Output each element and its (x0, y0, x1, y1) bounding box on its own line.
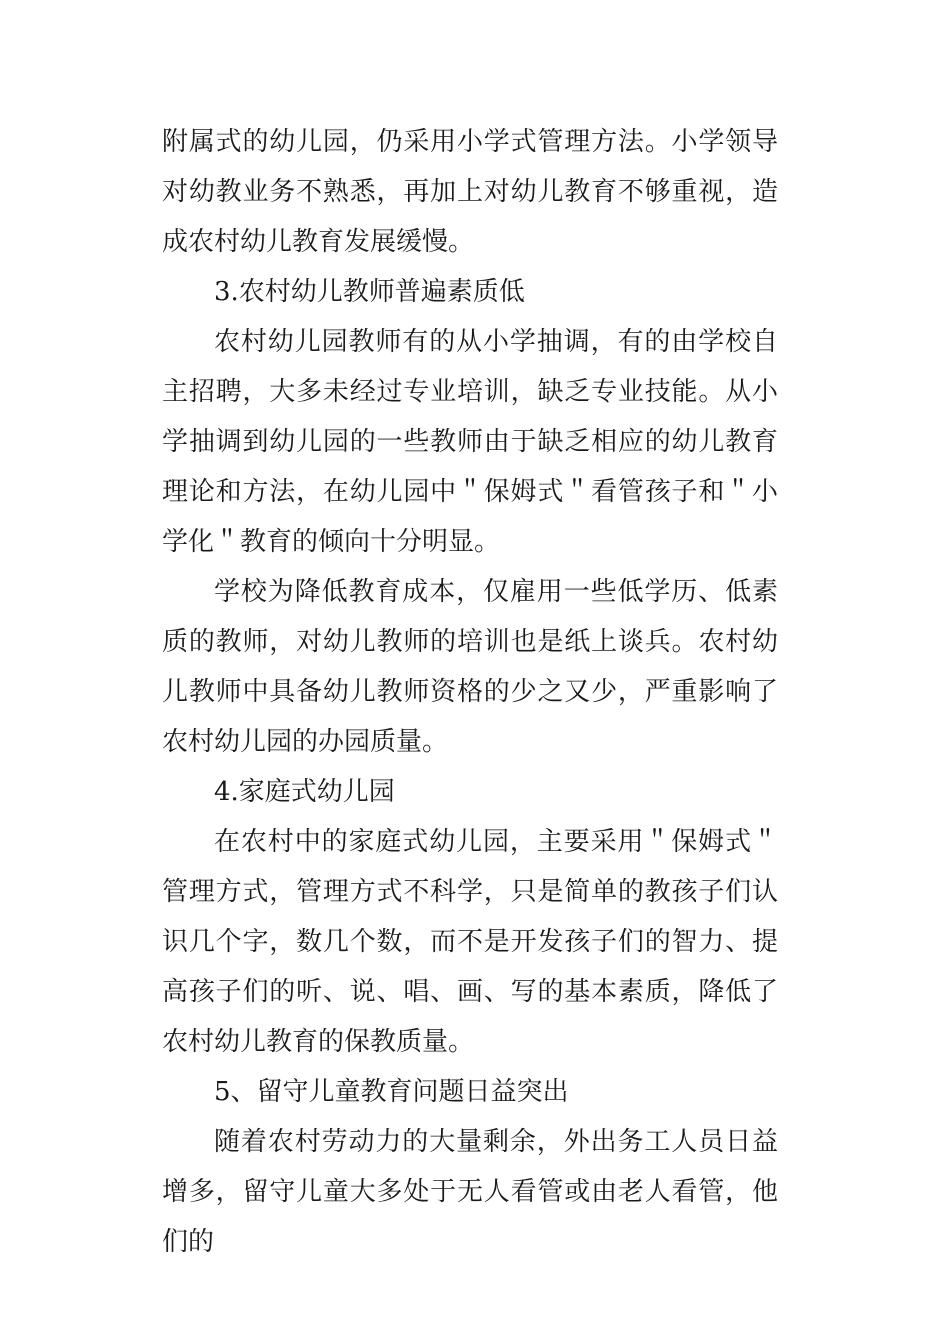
paragraph-continuation: 附属式的幼儿园，仍采用小学式管理方法。小学领导对幼教业务不熟悉，再加上对幼儿教育不够重视，造成农村幼儿教育发展缓慢。 (162, 127, 778, 257)
document-page (162, 117, 778, 1267)
section-heading-5: 5、留守儿童教育问题日益突出 (214, 1077, 569, 1107)
paragraph: 农村幼儿园教师有的从小学抽调，有的由学校自主招聘，大多未经过专业培训，缺乏专业技能。从小学抽调到幼儿园的一些教师由于缺乏相应的幼儿教育理论和方法，在幼儿园中＂保姆式＂看管孩子和＂小学化＂教育的倾向十分明显。 (162, 327, 778, 557)
section-heading-4: 4.家庭式幼儿园 (214, 777, 395, 807)
paragraph: 随着农村劳动力的大量剩余，外出务工人员日益增多，留守儿童大多处于无人看管或由老人看管，他们的 (162, 1127, 778, 1257)
paragraph: 学校为降低教育成本，仅雇用一些低学历、低素质的教师，对幼儿教师的培训也是纸上谈兵。农村幼儿教师中具备幼儿教师资格的少之又少，严重影响了农村幼儿园的办园质量。 (162, 577, 778, 757)
paragraph: 在农村中的家庭式幼儿园，主要采用＂保姆式＂管理方式，管理方式不科学，只是简单的教孩子们认识几个字，数几个数，而不是开发孩子们的智力、提高孩子们的听、说、唱、画、写的基本素质，降低了农村幼儿教育的保教质量。 (162, 827, 778, 1057)
section-heading-3: 3.农村幼儿教师普遍素质低 (214, 277, 525, 307)
